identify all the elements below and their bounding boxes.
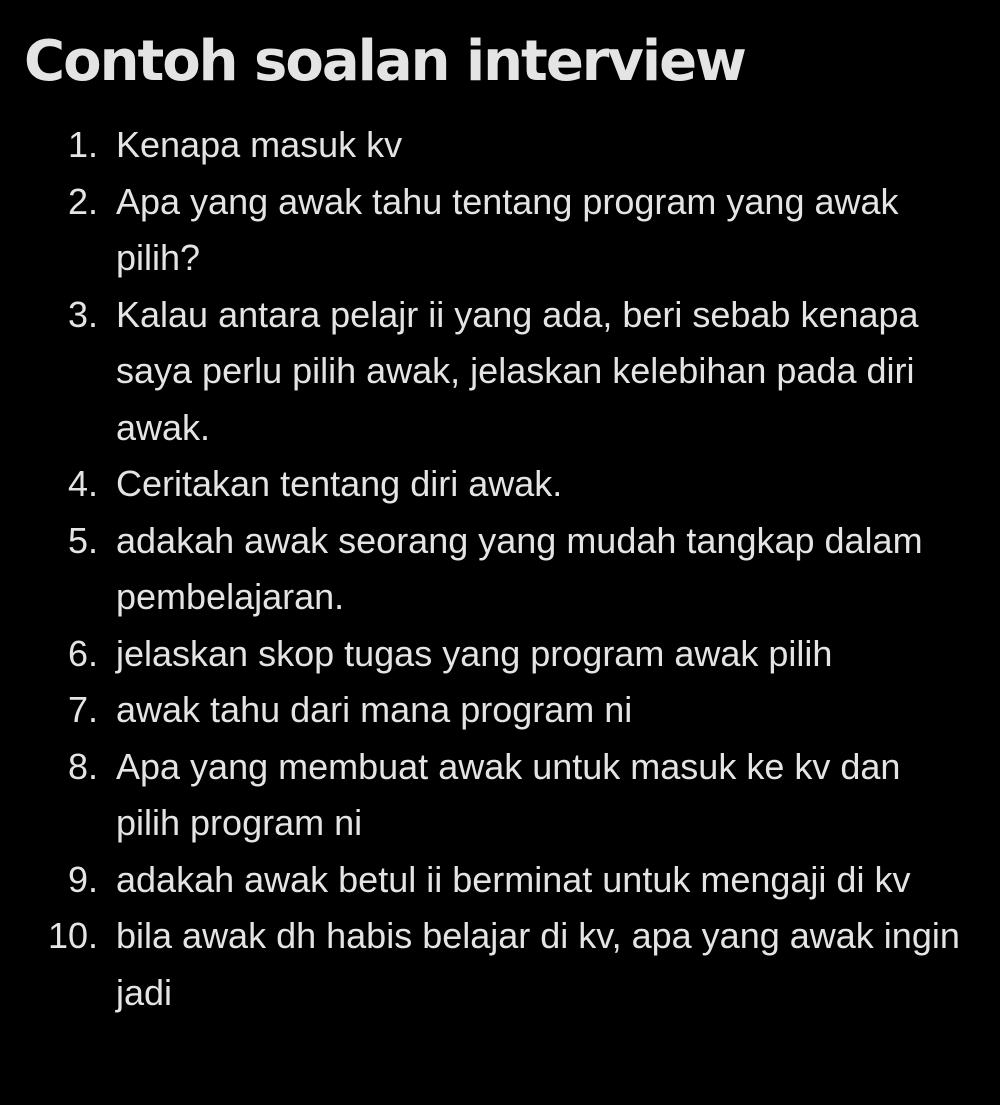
list-item-number: 8. <box>67 745 98 787</box>
list-item <box>0 852 1000 909</box>
list-item-text: bila awak dh habis belajar di kv, apa yang awak ingin jadi <box>116 915 960 1013</box>
list-item-number: 9. <box>67 858 98 900</box>
list-item-text: Ceritakan tentang diri awak. <box>116 463 563 504</box>
list-item-text: Kenapa masuk kv <box>116 124 403 165</box>
note-title: Contoh soalan interview <box>24 29 745 94</box>
list-item <box>0 174 1000 287</box>
list-item <box>0 682 1000 739</box>
list-item-text: jelaskan skop tugas yang program awak pilih <box>116 632 833 674</box>
list-item <box>0 287 1000 457</box>
list-item-text: adakah awak betul ii berminat untuk mengaji di kv <box>116 858 911 900</box>
list-item-text: Apa yang membuat awak untuk masuk ke kv dan pilih program ni <box>116 745 901 843</box>
list-item <box>0 626 1000 683</box>
list-item-number: 5. <box>67 519 98 561</box>
list-item <box>0 908 1000 1021</box>
list-item-text: Apa yang awak tahu tentang program yang awak pilih? <box>116 180 899 278</box>
list-item-number: 1. <box>67 124 98 165</box>
list-item-number: 7. <box>67 689 98 730</box>
list-item <box>0 117 1000 174</box>
list-item-number: 3. <box>67 293 98 335</box>
list-item-text: awak tahu dari mana program ni <box>116 689 633 730</box>
list-item-number: 10. <box>47 915 98 956</box>
list-item-number: 4. <box>67 463 98 504</box>
list-item-text: Kalau antara pelajr ii yang ada, beri sebab kenapa saya perlu pilih awak, jelaskan kelebihan pada diri awak. <box>116 293 919 448</box>
list-item <box>0 513 1000 626</box>
list-item <box>0 739 1000 852</box>
question-list <box>0 117 1000 1021</box>
list-item-text: adakah awak seorang yang mudah tangkap dalam pembelajaran. <box>116 519 923 617</box>
list-item <box>0 456 1000 513</box>
list-item-number: 2. <box>67 180 98 222</box>
list-item-number: 6. <box>67 632 98 674</box>
